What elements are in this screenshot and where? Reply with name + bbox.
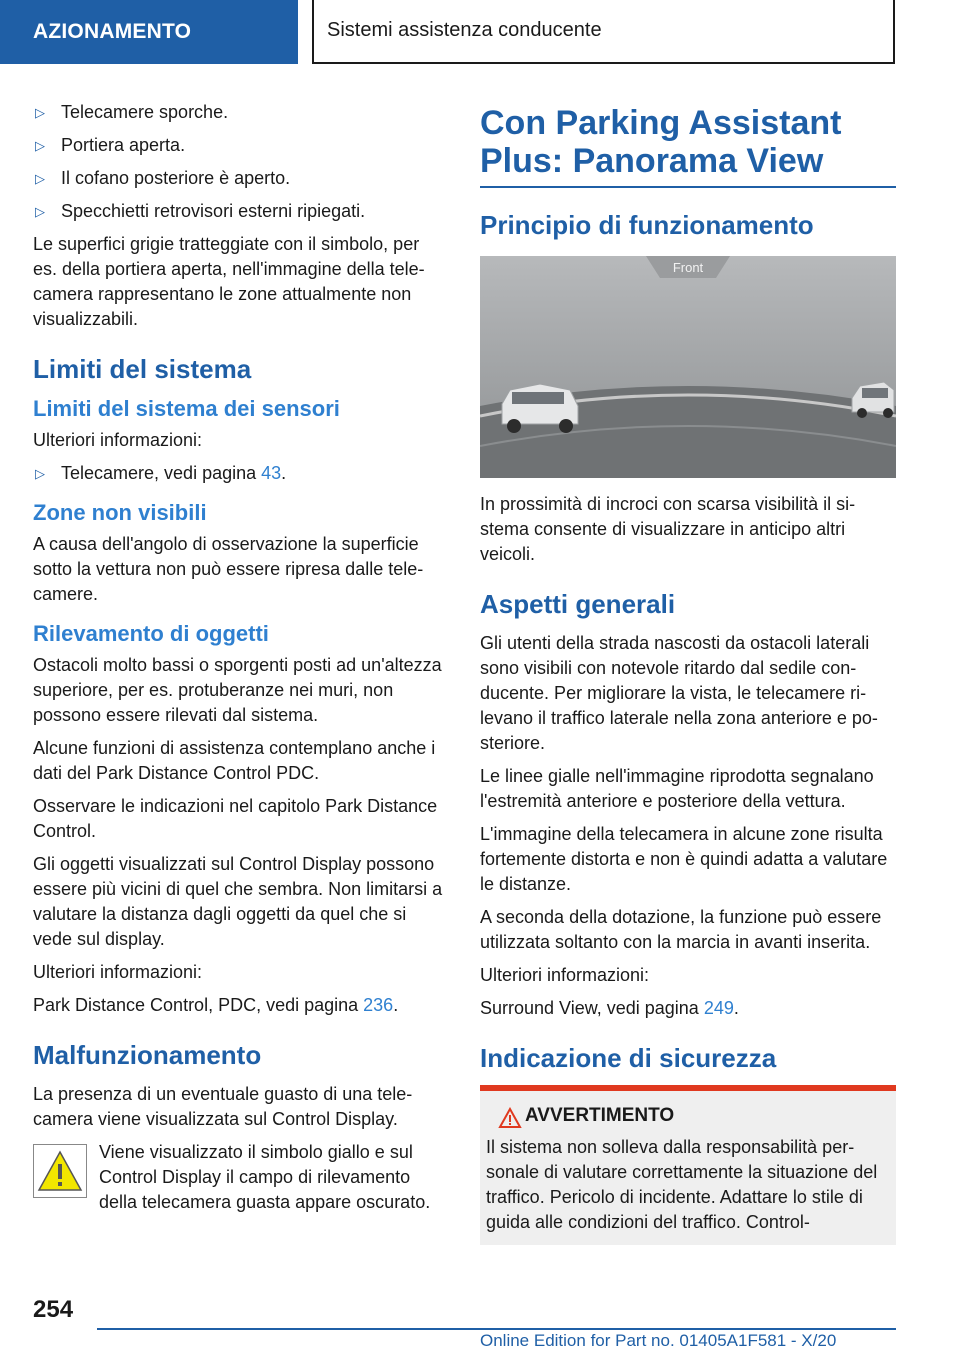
heading-sicurezza: Indicazione di sicurezza xyxy=(480,1043,777,1073)
warning-text: Il sistema non solleva dalla responsabilità personale di valutare correttamente la situazione del traffico. Pericolo di incidente. Adattare lo stile di guida alle condizioni del traffico. Control- xyxy=(486,1137,878,1232)
footer-divider xyxy=(97,1328,896,1330)
conditions-list xyxy=(33,100,448,224)
triangle-bullet-icon: ▷ xyxy=(35,138,45,153)
page-header xyxy=(0,0,960,66)
triangle-bullet-icon: ▷ xyxy=(35,105,45,120)
paragraph: Le superfici grigie tratteggiate con il simbolo, per es. della portiera aperta, nell'immagine della telecamera rappresentano le zone attualmente non visualizzabili. xyxy=(33,234,425,329)
heading-aspetti: Aspetti generali xyxy=(480,589,676,619)
warning-box xyxy=(480,1085,896,1245)
paragraph: Ulteriori informazioni: xyxy=(33,962,203,982)
heading-limiti-sensori: Limiti del sistema dei sensori xyxy=(33,396,340,421)
triangle-bullet-icon: ▷ xyxy=(35,171,45,186)
chapter-title: Sistemi assistenza conducente xyxy=(312,0,895,64)
triangle-bullet-icon: ▷ xyxy=(35,204,45,219)
triangle-bullet-icon: ▷ xyxy=(35,466,45,481)
list-item: ▷ Portiera aperta. xyxy=(33,133,448,158)
left-column xyxy=(33,100,448,1223)
section-title: AZIONAMENTO xyxy=(0,0,298,64)
paragraph: Ostacoli molto bassi o sporgenti posti ad un'altezza superiore, per es. protuberanze nei muri, non possono essere rilevati dal sistema. xyxy=(33,655,442,725)
front-label: Front xyxy=(672,260,704,275)
paragraph: Ulteriori informazioni: xyxy=(33,430,203,450)
footer-edition: Online Edition for Part no. 01405A1F581 - X/20 xyxy=(480,1331,837,1350)
paragraph: In prossimità di incroci con scarsa visibilità il sistema consente di visualizzare in anticipo altri veicoli. xyxy=(480,494,856,564)
paragraph: Ulteriori informazioni: xyxy=(480,965,650,985)
warning-title: AVVERTIMENTO xyxy=(525,1105,675,1126)
paragraph: Le linee gialle nell'immagine riprodotta segnalano l'estremità anteriore e posteriore della vettura. xyxy=(480,766,874,811)
malfunction-note xyxy=(33,1140,448,1215)
heading-principio: Principio di funzionamento xyxy=(480,210,814,240)
heading-zone: Zone non visibili xyxy=(33,500,207,525)
panorama-camera-image xyxy=(480,256,896,478)
page-link-236[interactable]: 236 xyxy=(363,995,394,1015)
paragraph: Park Distance Control, PDC, vedi pagina 236. xyxy=(33,995,399,1015)
list-item: ▷ Telecamere, vedi pagina 43. xyxy=(33,461,448,486)
reference-list xyxy=(33,461,448,486)
paragraph: Viene visualizzato il simbolo giallo e sul Control Display il campo di rilevamento della telecamera guasta appare oscurato. xyxy=(99,1142,431,1212)
section-heading: Con Parking Assistant Plus: Panorama View xyxy=(480,104,896,188)
heading-limiti: Limiti del sistema xyxy=(33,354,252,384)
page-link-249[interactable]: 249 xyxy=(703,998,734,1018)
warning-triangle-icon xyxy=(498,1107,522,1129)
list-item: ▷ Telecamere sporche. xyxy=(33,100,448,125)
paragraph: Gli utenti della strada nascosti da ostacoli laterali sono visibili con notevole ritardo dal sedile conducente. Per migliorare la vista, le telecamere rilevano il traffico laterale nella zona anteriore e posteriore. xyxy=(480,633,878,753)
right-column xyxy=(480,100,896,1245)
list-item: ▷ Specchietti retrovisori esterni ripiegati. xyxy=(33,199,448,224)
paragraph: L'immagine della telecamera in alcune zone risulta fortemente distorta e non è quindi adatta a valutare le distanze. xyxy=(480,824,888,894)
heading-rilevamento: Rilevamento di oggetti xyxy=(33,621,269,646)
paragraph: Surround View, vedi pagina 249. xyxy=(480,998,739,1018)
page-number: 254 xyxy=(33,1296,74,1323)
paragraph: A causa dell'angolo di osservazione la superficie sotto la vettura non può essere ripresa dalle telecamere. xyxy=(33,534,424,604)
paragraph: Osservare le indicazioni nel capitolo Park Distance Control. xyxy=(33,796,438,841)
paragraph: Alcune funzioni di assistenza contemplano anche i dati del Park Distance Control PDC. xyxy=(33,738,436,783)
yellow-warning-icon xyxy=(33,1144,87,1198)
page-link-43[interactable]: 43 xyxy=(261,463,282,483)
paragraph: A seconda della dotazione, la funzione può essere utilizzata soltanto con la marcia in avanti inserita. xyxy=(480,907,882,952)
paragraph: La presenza di un eventuale guasto di una telecamera viene visualizzata sul Control Display. xyxy=(33,1084,413,1129)
list-item: ▷ Il cofano posteriore è aperto. xyxy=(33,166,448,191)
heading-malfunzionamento: Malfunzionamento xyxy=(33,1040,262,1070)
paragraph: Gli oggetti visualizzati sul Control Display possono essere più vicini di quel che sembra. Non limitarsi a valutare la distanza dagli oggetti da quel che si vede sul display. xyxy=(33,854,443,949)
